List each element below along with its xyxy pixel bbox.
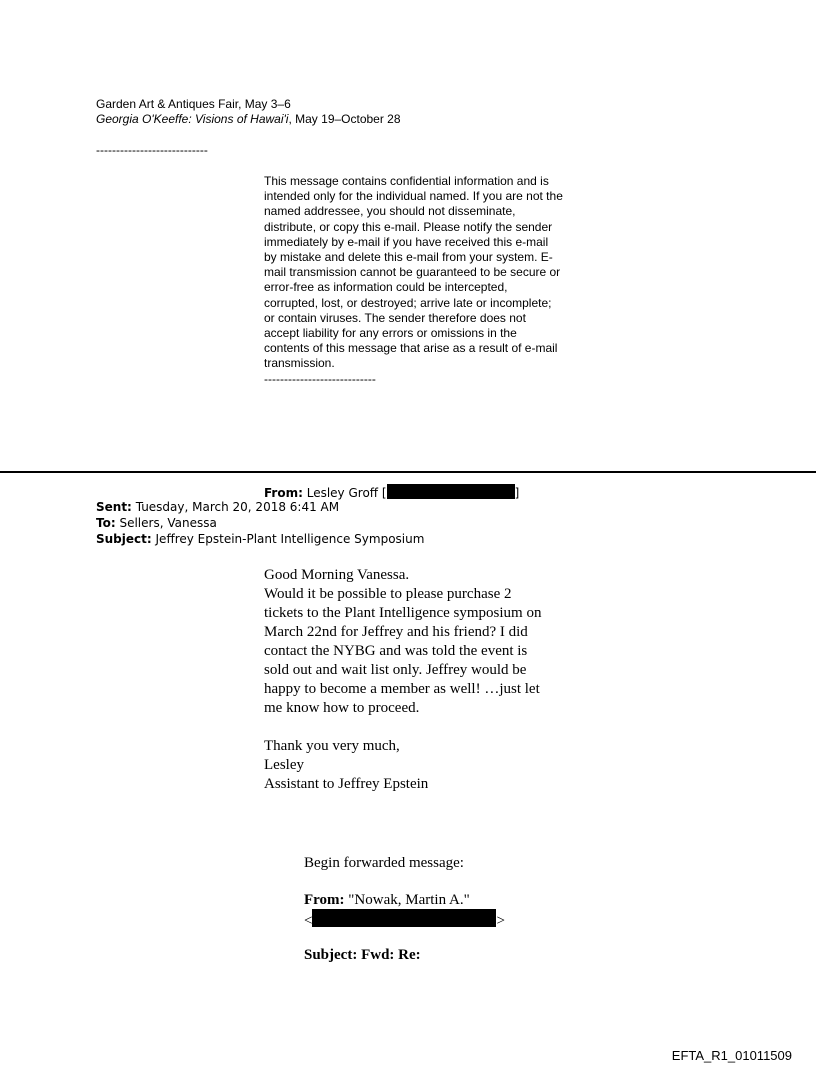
email-close-bracket: > [496, 913, 505, 929]
email-divider [0, 471, 816, 473]
email-subject-line [96, 532, 424, 547]
event-line-okeeffe [96, 112, 401, 127]
document-id: EFTA_R1_01011509 [671, 1048, 792, 1063]
forwarded-from-label: From: [304, 892, 345, 908]
message-signature-title: Assistant to Jeffrey Epstein [264, 776, 429, 792]
sent-value: Tuesday, March 20, 2018 6:41 AM [135, 500, 340, 514]
separator-top: ---------------------------- [96, 143, 208, 157]
from-value: Lesley Groff [ [306, 486, 387, 500]
disclaimer-separator: ---------------------------- [264, 371, 376, 386]
forwarded-from-value: "Nowak, Martin A." [348, 892, 470, 908]
forwarded-subject-label: Subject: [304, 947, 358, 963]
email-from-line [264, 484, 519, 501]
forwarded-intro: Begin forwarded message: [304, 855, 464, 871]
confidentiality-disclaimer [264, 174, 564, 387]
event-line-garden-fair [96, 97, 291, 112]
to-value: Sellers, Vanessa [119, 516, 217, 530]
forwarded-from-line [304, 891, 470, 910]
message-paragraph: Would it be possible to please purchase 2 tickets to the Plant Intelligence symposium on March 22nd for Jeffrey and his friend? I did contact the NYBG and was told the event is sold out and wait list only. Jeffrey would be happy to become a member as well! …just let me know how to proceed. [264, 586, 542, 716]
event-okeeffe-title: Georgia O'Keeffe: Visions of Hawai'i [96, 112, 289, 126]
email-sent-line [96, 500, 339, 515]
message-body [264, 566, 554, 794]
forwarded-subject-line [304, 946, 421, 965]
forwarded-subject-value: Fwd: Re: [361, 947, 421, 963]
redaction-block [312, 909, 496, 927]
subject-label: Subject: [96, 532, 152, 546]
message-closing: Thank you very much, [264, 738, 400, 754]
from-label: From: [264, 486, 303, 500]
subject-value: Jeffrey Epstein-Plant Intelligence Symposium [155, 532, 425, 546]
redaction-block [387, 484, 515, 499]
forwarded-email-line [304, 909, 505, 931]
email-to-line [96, 516, 217, 531]
sent-label: Sent: [96, 500, 132, 514]
disclaimer-text: This message contains confidential information and is intended only for the individual named. If you are not the named addressee, you should not disseminate, distribute, or copy this e-mail. Please notify the sender immediately by e-mail if you have received this e-mail by mistake and delete this e-mail from your system. E-mail transmission cannot be guaranteed to be secure or error-free as information could be intercepted, corrupted, lost, or destroyed; arrive late or incomplete; or contain viruses. The sender therefore does not accept liability for any errors or omissions in the contents of this message that arise as a result of e-mail transmission. [264, 174, 563, 371]
message-greeting: Good Morning Vanessa. [264, 567, 410, 583]
from-close-bracket: ] [514, 486, 520, 500]
event-garden-fair-text: Garden Art & Antiques Fair, May 3–6 [96, 97, 291, 111]
to-label: To: [96, 516, 116, 530]
event-okeeffe-dates: , May 19–October 28 [288, 112, 401, 126]
email-open-bracket: < [304, 913, 313, 929]
message-signature-name: Lesley [264, 757, 304, 773]
